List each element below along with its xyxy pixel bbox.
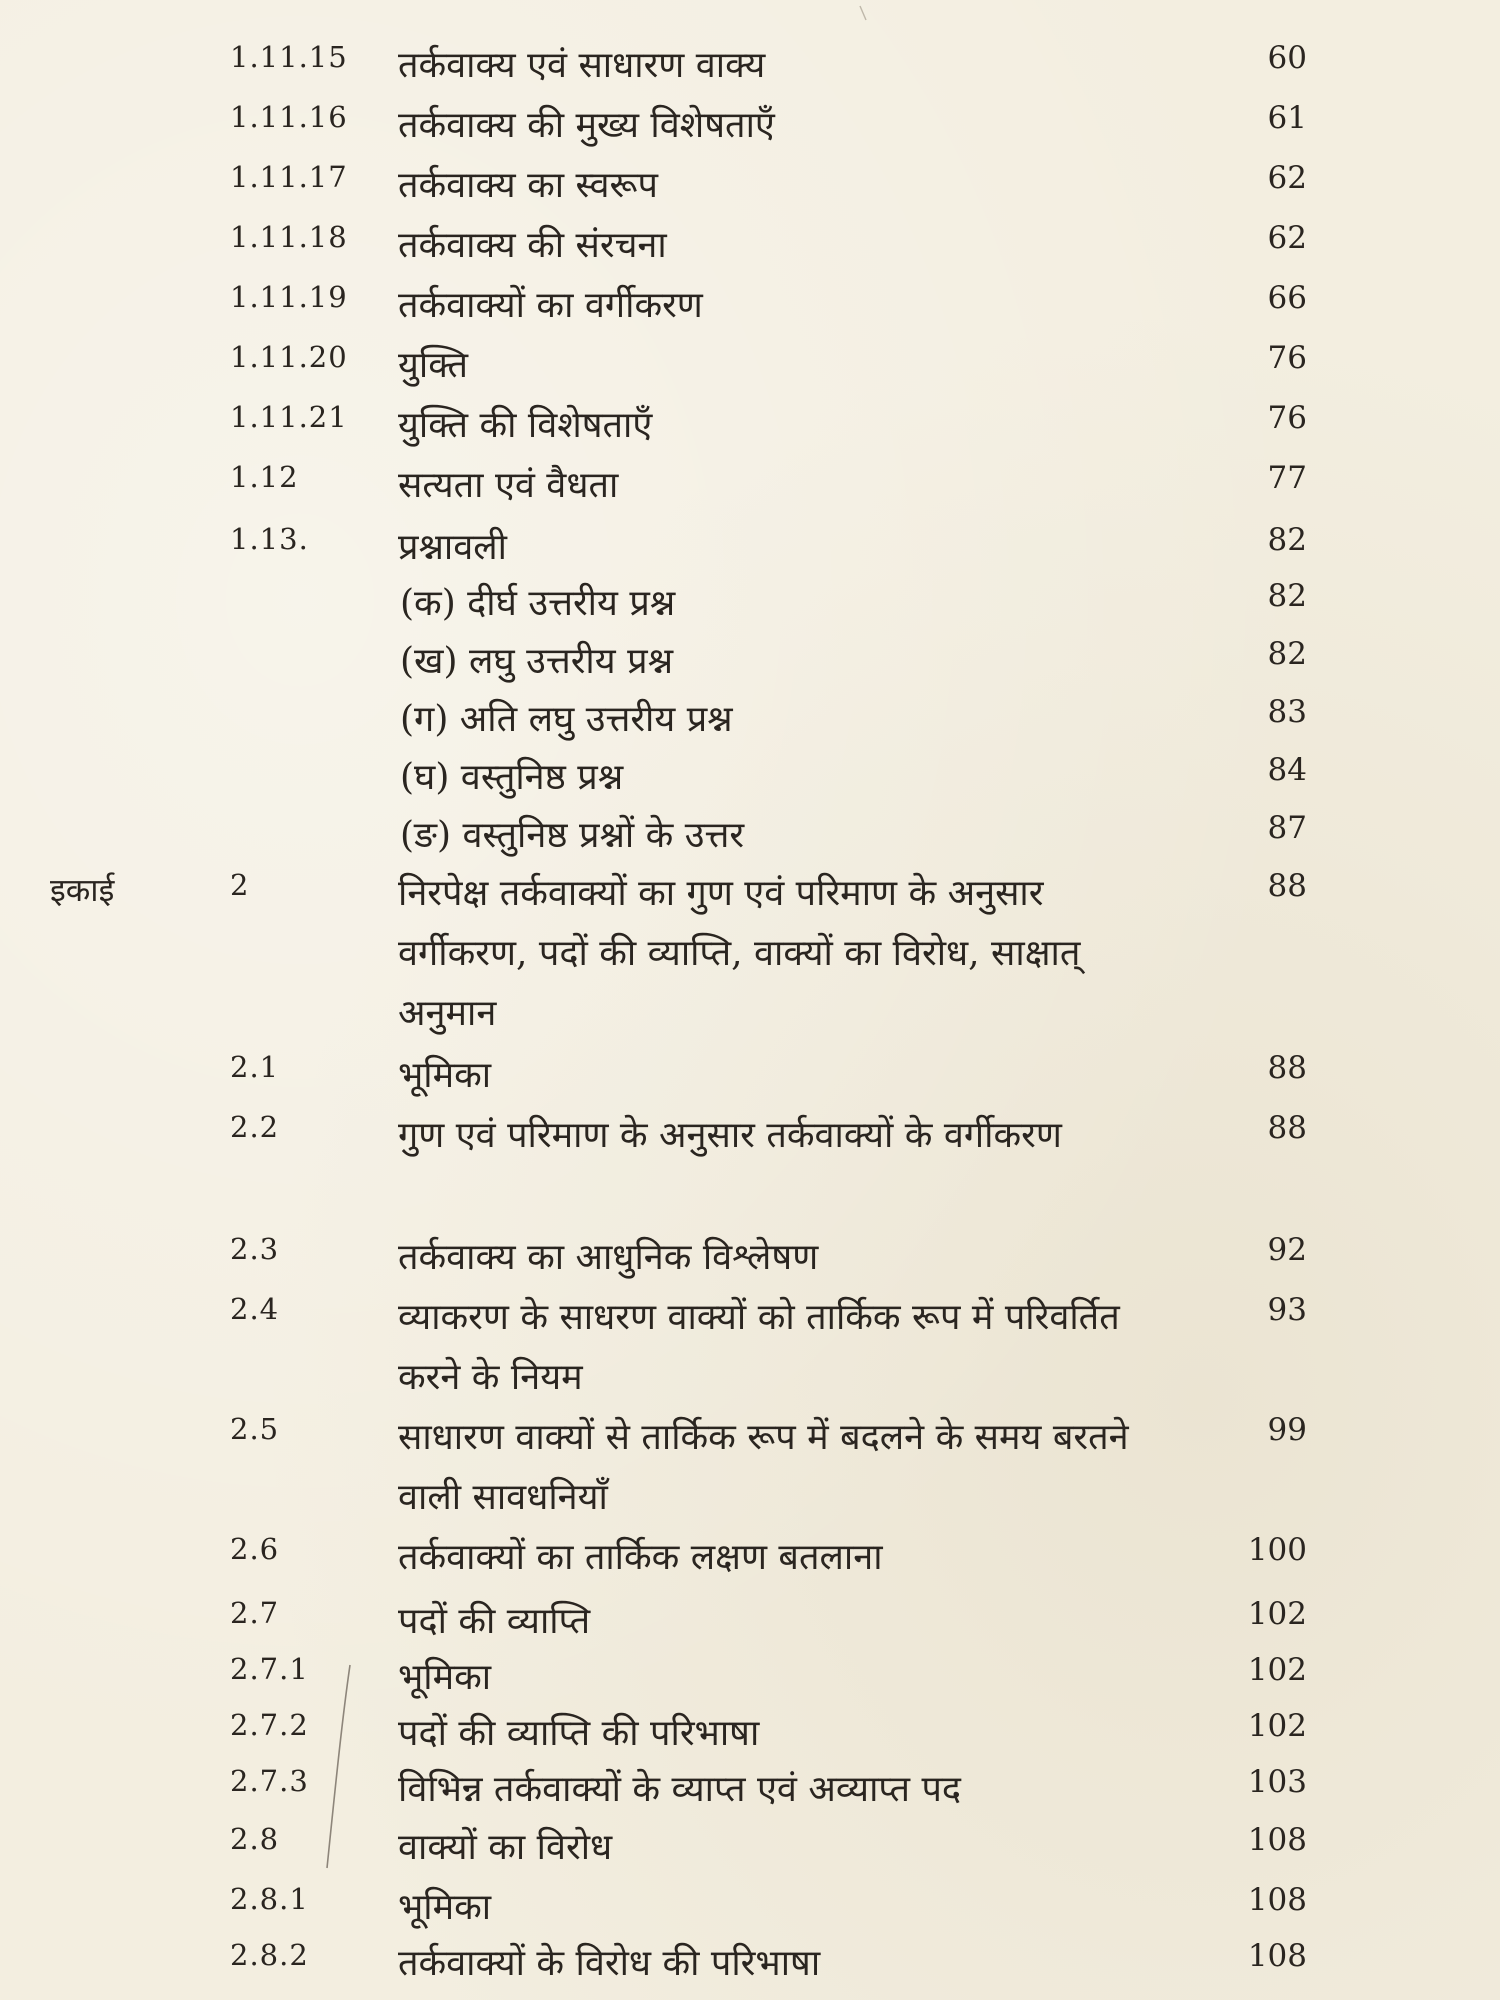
section-title: तर्कवाक्य का स्वरूप <box>398 165 658 206</box>
section-number: 2.1 <box>230 1050 280 1084</box>
section-title: साधारण वाक्यों से तार्किक रूप में बदलने के समय बरतने वाली सावधनियाँ <box>398 1417 1129 1518</box>
toc-row <box>0 396 1500 456</box>
page-number: 76 <box>1267 400 1307 436</box>
page-number: 82 <box>1267 636 1307 672</box>
toc-row <box>0 1704 1500 1764</box>
section-number: 1.13. <box>230 522 309 556</box>
section-title: सत्यता एवं वैधता <box>398 465 619 506</box>
section-title: पदों की व्याप्ति की परिभाषा <box>398 1713 760 1754</box>
page-number: 83 <box>1267 694 1307 730</box>
page-number: 99 <box>1267 1412 1307 1448</box>
page-number: 88 <box>1267 868 1307 904</box>
page-number: 92 <box>1267 1232 1307 1268</box>
section-title: व्याकरण के साधरण वाक्यों को तार्किक रूप में परिवर्तित करने के नियम <box>398 1297 1120 1398</box>
page-number: 100 <box>1247 1532 1307 1568</box>
toc-row <box>0 518 1500 578</box>
section-title: तर्कवाक्यों के विरोध की परिभाषा <box>398 1943 821 1984</box>
section-number: 2.7.3 <box>230 1764 309 1798</box>
toc-row <box>0 1760 1500 1820</box>
section-number: 2.7.2 <box>230 1708 309 1742</box>
section-number: 2.6 <box>230 1532 280 1566</box>
toc-row <box>0 1934 1500 1994</box>
toc-row <box>0 96 1500 156</box>
section-number: 2.7 <box>230 1596 280 1630</box>
page-number: 66 <box>1267 280 1307 316</box>
page-number: 93 <box>1267 1292 1307 1328</box>
page-number: 87 <box>1267 810 1307 846</box>
page-number: 77 <box>1267 460 1307 496</box>
section-number: 1.12 <box>230 460 299 494</box>
toc-row-unit <box>0 864 1500 1044</box>
section-title: निरपेक्ष तर्कवाक्यों का गुण एवं परिमाण के अनुसार वर्गीकरण, पदों की व्याप्ति, वाक्यों का विरोध, साक्षात् अनुमान <box>398 873 1081 1034</box>
page-number: 60 <box>1267 40 1307 76</box>
section-number: 2.8.2 <box>230 1938 309 1972</box>
toc-row <box>0 806 1500 866</box>
section-title: वाक्यों का विरोध <box>398 1827 613 1868</box>
section-title: (ख) लघु उत्तरीय प्रश्न <box>400 641 674 682</box>
section-number: 2.2 <box>230 1110 280 1144</box>
toc-row <box>0 1648 1500 1708</box>
page-number: 102 <box>1247 1708 1307 1744</box>
section-title: तर्कवाक्यों का तार्किक लक्षण बतलाना <box>398 1537 883 1578</box>
section-title: (क) दीर्घ उत्तरीय प्रश्न <box>400 583 676 624</box>
page-number: 62 <box>1267 220 1307 256</box>
section-title: भूमिका <box>398 1887 492 1928</box>
section-number: 2 <box>230 868 250 902</box>
page-number: 61 <box>1267 100 1307 136</box>
section-number: 2.5 <box>230 1412 280 1446</box>
toc-row <box>0 1408 1500 1528</box>
section-number: 1.11.21 <box>230 400 348 434</box>
toc-row <box>0 1106 1500 1226</box>
section-title: (ग) अति लघु उत्तरीय प्रश्न <box>400 699 733 740</box>
page-number: 62 <box>1267 160 1307 196</box>
section-title: (ङ) वस्तुनिष्ठ प्रश्नों के उत्तर <box>400 815 745 856</box>
section-title: भूमिका <box>398 1657 492 1698</box>
toc-row <box>0 216 1500 276</box>
section-title: तर्कवाक्य का आधुनिक विश्लेषण <box>398 1237 819 1278</box>
toc-row <box>0 1228 1500 1288</box>
section-title: भूमिका <box>398 1055 492 1096</box>
section-title: विभिन्न तर्कवाक्यों के व्याप्त एवं अव्याप्त पद <box>398 1769 962 1810</box>
toc-row <box>0 690 1500 750</box>
section-title: प्रश्नावली <box>398 527 508 568</box>
section-number: 2.7.1 <box>230 1652 309 1686</box>
section-title: युक्ति <box>398 345 469 386</box>
page-number: 108 <box>1247 1882 1307 1918</box>
section-title: (घ) वस्तुनिष्ठ प्रश्न <box>400 757 624 798</box>
page-number: 108 <box>1247 1822 1307 1858</box>
toc-row <box>0 1528 1500 1588</box>
toc-row <box>0 1818 1500 1878</box>
section-title: युक्ति की विशेषताएँ <box>398 405 653 446</box>
section-title: तर्कवाक्यों का वर्गीकरण <box>398 285 703 326</box>
toc-row <box>0 336 1500 396</box>
section-title: तर्कवाक्य की संरचना <box>398 225 667 266</box>
toc-row <box>0 1878 1500 1938</box>
toc-row <box>0 1288 1500 1408</box>
page-number: 102 <box>1247 1596 1307 1632</box>
toc-row <box>0 632 1500 692</box>
toc-row <box>0 456 1500 516</box>
toc-row <box>0 1592 1500 1652</box>
section-number: 1.11.16 <box>230 100 348 134</box>
toc-row <box>0 276 1500 336</box>
section-number: 1.11.19 <box>230 280 348 314</box>
page-number: 88 <box>1267 1050 1307 1086</box>
section-title: तर्कवाक्य की मुख्य विशेषताएँ <box>398 105 775 146</box>
section-number: 2.3 <box>230 1232 280 1266</box>
section-number: 1.11.18 <box>230 220 348 254</box>
toc-row <box>0 156 1500 216</box>
page-number: 82 <box>1267 578 1307 614</box>
page-number: 108 <box>1247 1938 1307 1974</box>
section-title: पदों की व्याप्ति <box>398 1601 591 1642</box>
section-number: 1.11.17 <box>230 160 348 194</box>
section-title: तर्कवाक्य एवं साधारण वाक्य <box>398 45 766 86</box>
toc-row <box>0 574 1500 634</box>
page-number: 82 <box>1267 522 1307 558</box>
section-number: 1.11.15 <box>230 40 348 74</box>
toc-row <box>0 748 1500 808</box>
page-number: 88 <box>1267 1110 1307 1146</box>
page-number: 84 <box>1267 752 1307 788</box>
section-number: 2.4 <box>230 1292 280 1326</box>
page-number: 103 <box>1247 1764 1307 1800</box>
section-number: 2.8 <box>230 1822 280 1856</box>
page-number: 102 <box>1247 1652 1307 1688</box>
section-title: गुण एवं परिमाण के अनुसार तर्कवाक्यों के वर्गीकरण <box>398 1115 1062 1156</box>
unit-label: इकाई <box>50 871 115 909</box>
page-number: 76 <box>1267 340 1307 376</box>
toc-row <box>0 1046 1500 1106</box>
section-number: 2.8.1 <box>230 1882 309 1916</box>
section-number: 1.11.20 <box>230 340 348 374</box>
toc-row <box>0 36 1500 96</box>
